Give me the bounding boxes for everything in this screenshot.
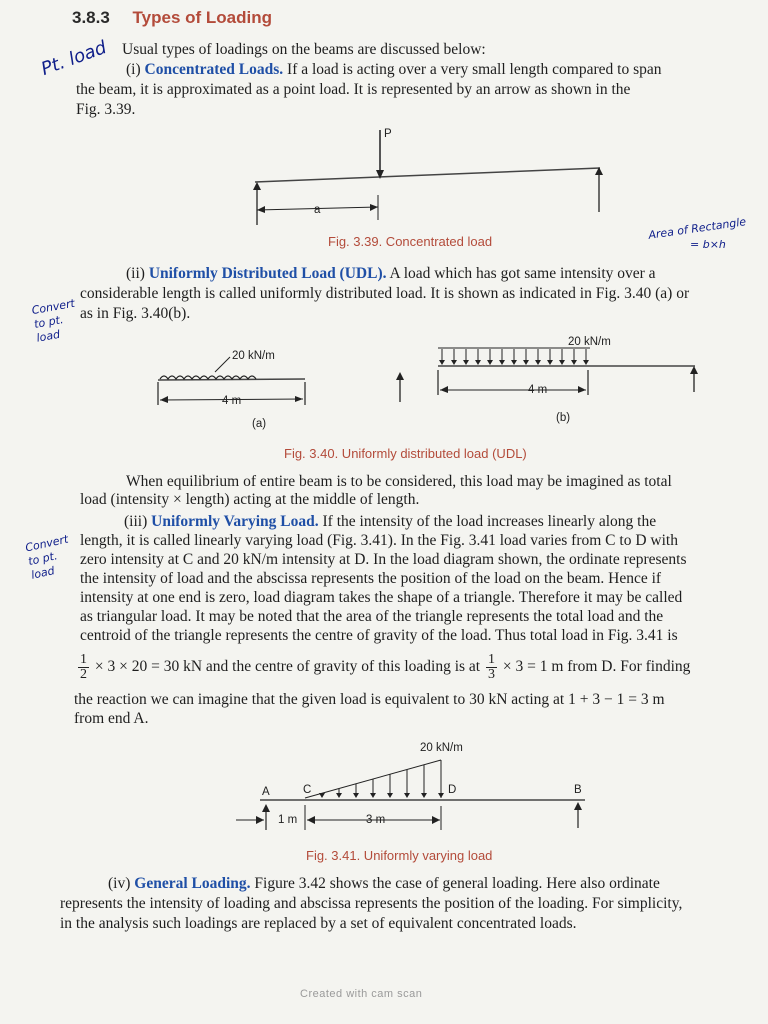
p3-line1: When equilibrium of entire beam is to be considered, this load may be imagined as total xyxy=(126,473,672,490)
uvl-arrow-head xyxy=(404,793,410,798)
load-p-label: P xyxy=(384,128,392,140)
uvl-arrow-head xyxy=(336,793,342,798)
sub-a-label: (a) xyxy=(252,418,267,430)
p4-line4: the intensity of load and the abscissa represents the position of the load on the beam. Hence if xyxy=(80,570,662,587)
handwritten-area-note-1: Area of Rectangle xyxy=(647,215,747,242)
p5-term: General Loading. xyxy=(134,875,251,892)
point-a-label: A xyxy=(262,786,270,798)
handwritten-convert-udl: Convert to pt. load xyxy=(30,296,76,345)
p2-number: (ii) xyxy=(126,265,145,282)
p5-line3: in the analysis such loadings are replaced by a set of equivalent concentrated loads. xyxy=(60,915,577,932)
section-number: 3.8.3 xyxy=(72,8,110,27)
p5-line2: represents the intensity of loading and abscissa represents the position of the loading. For simplicity, xyxy=(60,895,683,912)
p1-line3: Fig. 3.39. xyxy=(76,101,136,118)
p2-term: Uniformly Distributed Load (UDL). xyxy=(148,265,387,282)
p3-line2: load (intensity × length) acting at the middle of length. xyxy=(80,491,420,508)
uvl-arrows xyxy=(319,760,444,798)
p1-text: If a load is acting over a very small length compared to span xyxy=(287,61,662,78)
p4-line3: zero intensity at C and 20 kN/m intensity at D. In the load diagram shown, the ordinate represents xyxy=(80,551,687,568)
handwritten-pt-load: Pt. load xyxy=(38,37,110,80)
p4-line9: from end A. xyxy=(74,710,149,727)
dim-3m-label: 3 m xyxy=(366,814,386,826)
uvl-arrow-head xyxy=(387,793,393,798)
p4-line5: intensity at one end is zero, load diagram takes the shape of a triangle. Therefore it may be called xyxy=(80,589,683,606)
uvl-arrow-head xyxy=(319,793,325,798)
p4-line2: length, it is called linearly varying load (Fig. 3.41). In the Fig. 3.41 load varies from C to D with xyxy=(80,532,678,549)
section-title: Types of Loading xyxy=(132,8,273,27)
udl-a-label: 20 kN/m xyxy=(232,350,275,362)
third-num: 1 xyxy=(487,652,495,667)
dim-3m-head xyxy=(432,816,440,824)
equation-part-b: × 3 = 1 m from D. For finding xyxy=(502,658,691,676)
dim-a-4m-label: 4 m xyxy=(222,395,242,407)
p4-line7: centroid of the triangle represents the centre of gravity of the load. Thus total load in Fig. 3.41 is xyxy=(80,627,678,644)
scanner-watermark: Created with cam scan xyxy=(300,988,423,1000)
half-den: 2 xyxy=(80,667,87,682)
equation-part-a: × 3 × 20 = 30 kN and the centre of gravity of this loading is at xyxy=(94,658,481,676)
dim-b-4m-label: 4 m xyxy=(528,384,548,396)
uvl-arrow-head xyxy=(353,793,359,798)
p4-number: (iii) xyxy=(124,513,148,530)
fig-3-41-caption: Fig. 3.41. Uniformly varying load xyxy=(306,848,493,863)
p1-line2: the beam, it is approximated as a point load. It is represented by an arrow as shown in the xyxy=(76,81,631,98)
fig-3-39-caption: Fig. 3.39. Concentrated load xyxy=(328,234,493,249)
half-num: 1 xyxy=(80,652,87,667)
reaction-b-head xyxy=(574,802,582,810)
p2-text: A load which has got same intensity over a xyxy=(389,265,656,282)
dim-1m-label: 1 m xyxy=(278,814,298,826)
uvl-arrow-head xyxy=(438,793,444,798)
p4-term: Uniformly Varying Load. xyxy=(151,513,319,530)
dim-a-label: a xyxy=(314,204,321,216)
handwritten-area-note-2: = b×h xyxy=(690,238,726,251)
p1-term: Concentrated Loads. xyxy=(144,61,284,78)
point-c-label: C xyxy=(303,784,312,796)
udl-b-label: 20 kN/m xyxy=(568,336,611,348)
reaction-a-head xyxy=(262,804,270,812)
fig-3-40-caption: Fig. 3.40. Uniformly distributed load (UDL) xyxy=(284,446,527,461)
uvl-arrow-head xyxy=(370,793,376,798)
handwritten-convert-uvl: Convert to pt. load xyxy=(24,532,70,582)
uvl-arrow-head xyxy=(421,793,427,798)
third-den: 3 xyxy=(487,667,495,682)
intro-text: Usual types of loadings on the beams are discussed below: xyxy=(122,41,486,58)
p1-number: (i) xyxy=(126,61,141,78)
p4-line8: the reaction we can imagine that the given load is equivalent to 30 kN acting at 1 + 3 − 1 = 3 m xyxy=(74,691,665,708)
point-b-label: B xyxy=(574,784,582,796)
point-d-label: D xyxy=(448,784,457,796)
p5-text: Figure 3.42 shows the case of general loading. Here also ordinate xyxy=(254,875,660,892)
p5-line1 xyxy=(108,874,660,894)
p4-text: If the intensity of the load increases linearly along the xyxy=(322,513,657,530)
sub-b-label: (b) xyxy=(556,412,571,424)
p2-line3: as in Fig. 3.40(b). xyxy=(80,305,191,322)
p2-line2: considerable length is called uniformly distributed load. It is shown as indicated in Fig. 3.40 (a) or xyxy=(80,285,690,302)
dim-1m-head-l xyxy=(256,816,264,824)
p5-number: (iv) xyxy=(108,875,131,892)
p4-line6: as triangular load. It may be noted that the area of the triangle represents the total load and the xyxy=(80,608,664,625)
uvl-load-label: 20 kN/m xyxy=(420,742,463,754)
